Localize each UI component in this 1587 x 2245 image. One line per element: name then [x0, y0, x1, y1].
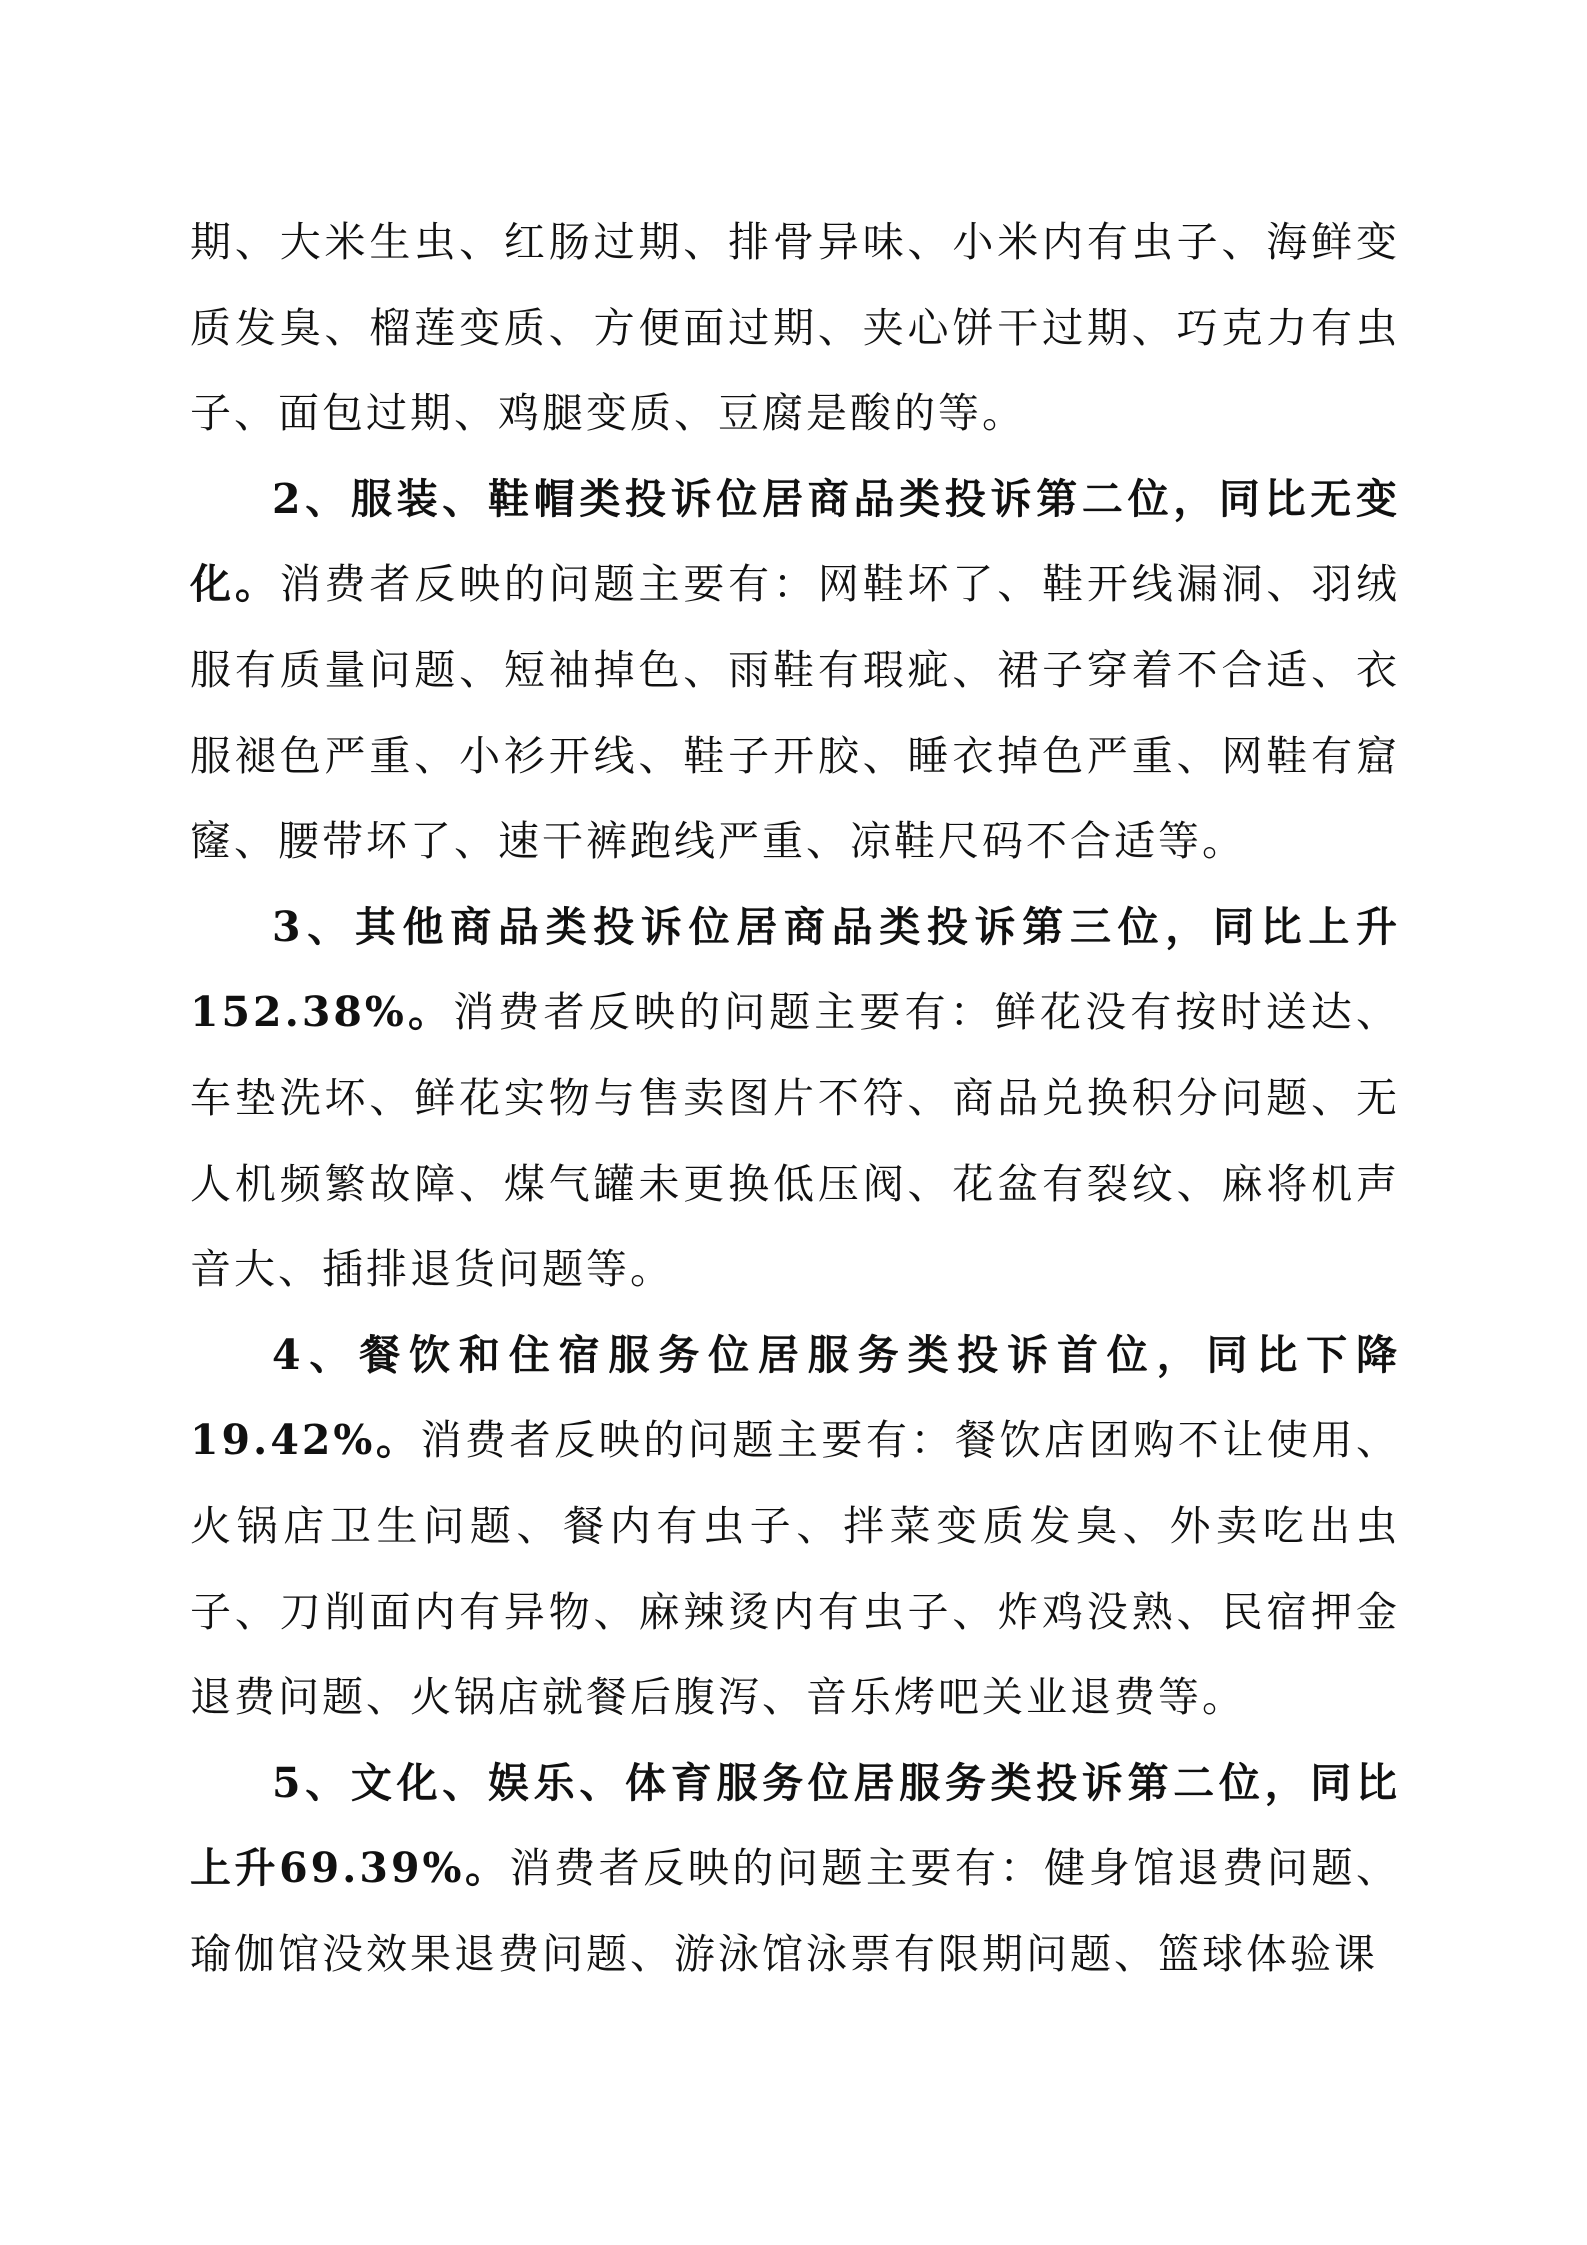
paragraph-heading: 4、餐饮和住宿服务位居服务类投诉首位，同比下降19.42%。	[190, 1330, 1400, 1465]
paragraph-body: 消费者反映的问题主要有：餐饮店团购不让使用、火锅店卫生问题、餐内有虫子、拌菜变质发臭、外卖吃出虫子、刀削面内有异物、麻辣烫内有虫子、炸鸡没熟、民宿押金退费问题、火锅店就餐后腹泻、音乐烤吧关业退费等。	[190, 1416, 1401, 1722]
paragraph-heading: 5、文化、娱乐、体育服务位居服务类投诉第二位，同比上升69.39%。	[190, 1758, 1400, 1893]
paragraph-body: 消费者反映的问题主要有：网鞋坏了、鞋开线漏洞、羽绒服有质量问题、短袖掉色、雨鞋有瑕疵、裙子穿着不合适、衣服褪色严重、小衫开线、鞋子开胶、睡衣掉色严重、网鞋有窟窿、腰带坏了、速干裤跑线严重、凉鞋尺码不合适等。	[190, 560, 1401, 866]
paragraph-body: 期、大米生虫、红肠过期、排骨异味、小米内有虫子、海鲜变质发臭、榴莲变质、方便面过期、夹心饼干过期、巧克力有虫子、面包过期、鸡腿变质、豆腐是酸的等。	[190, 218, 1400, 438]
paragraph-culture-sports	[190, 1741, 1400, 1998]
document-page	[190, 200, 1400, 1997]
paragraph-body: 消费者反映的问题主要有：鲜花没有按时送达、车垫洗坏、鲜花实物与售卖图片不符、商品兑换积分问题、无人机频繁故障、煤气罐未更换低压阀、花盆有裂纹、麻将机声音大、插排退货问题等。	[190, 988, 1400, 1294]
paragraph-catering-lodging	[190, 1313, 1400, 1741]
paragraph-food-continued	[190, 200, 1400, 457]
paragraph-clothing-shoes	[190, 457, 1400, 885]
paragraph-other-goods	[190, 885, 1400, 1313]
paragraph-body: 消费者反映的问题主要有：健身馆退费问题、瑜伽馆没效果退费问题、游泳馆泳票有限期问题、篮球体验课	[190, 1844, 1400, 1978]
paragraph-heading: 3、其他商品类投诉位居商品类投诉第三位，同比上升152.38%。	[190, 902, 1400, 1037]
paragraph-heading: 2、服装、鞋帽类投诉位居商品类投诉第二位，同比无变化。	[190, 474, 1400, 609]
